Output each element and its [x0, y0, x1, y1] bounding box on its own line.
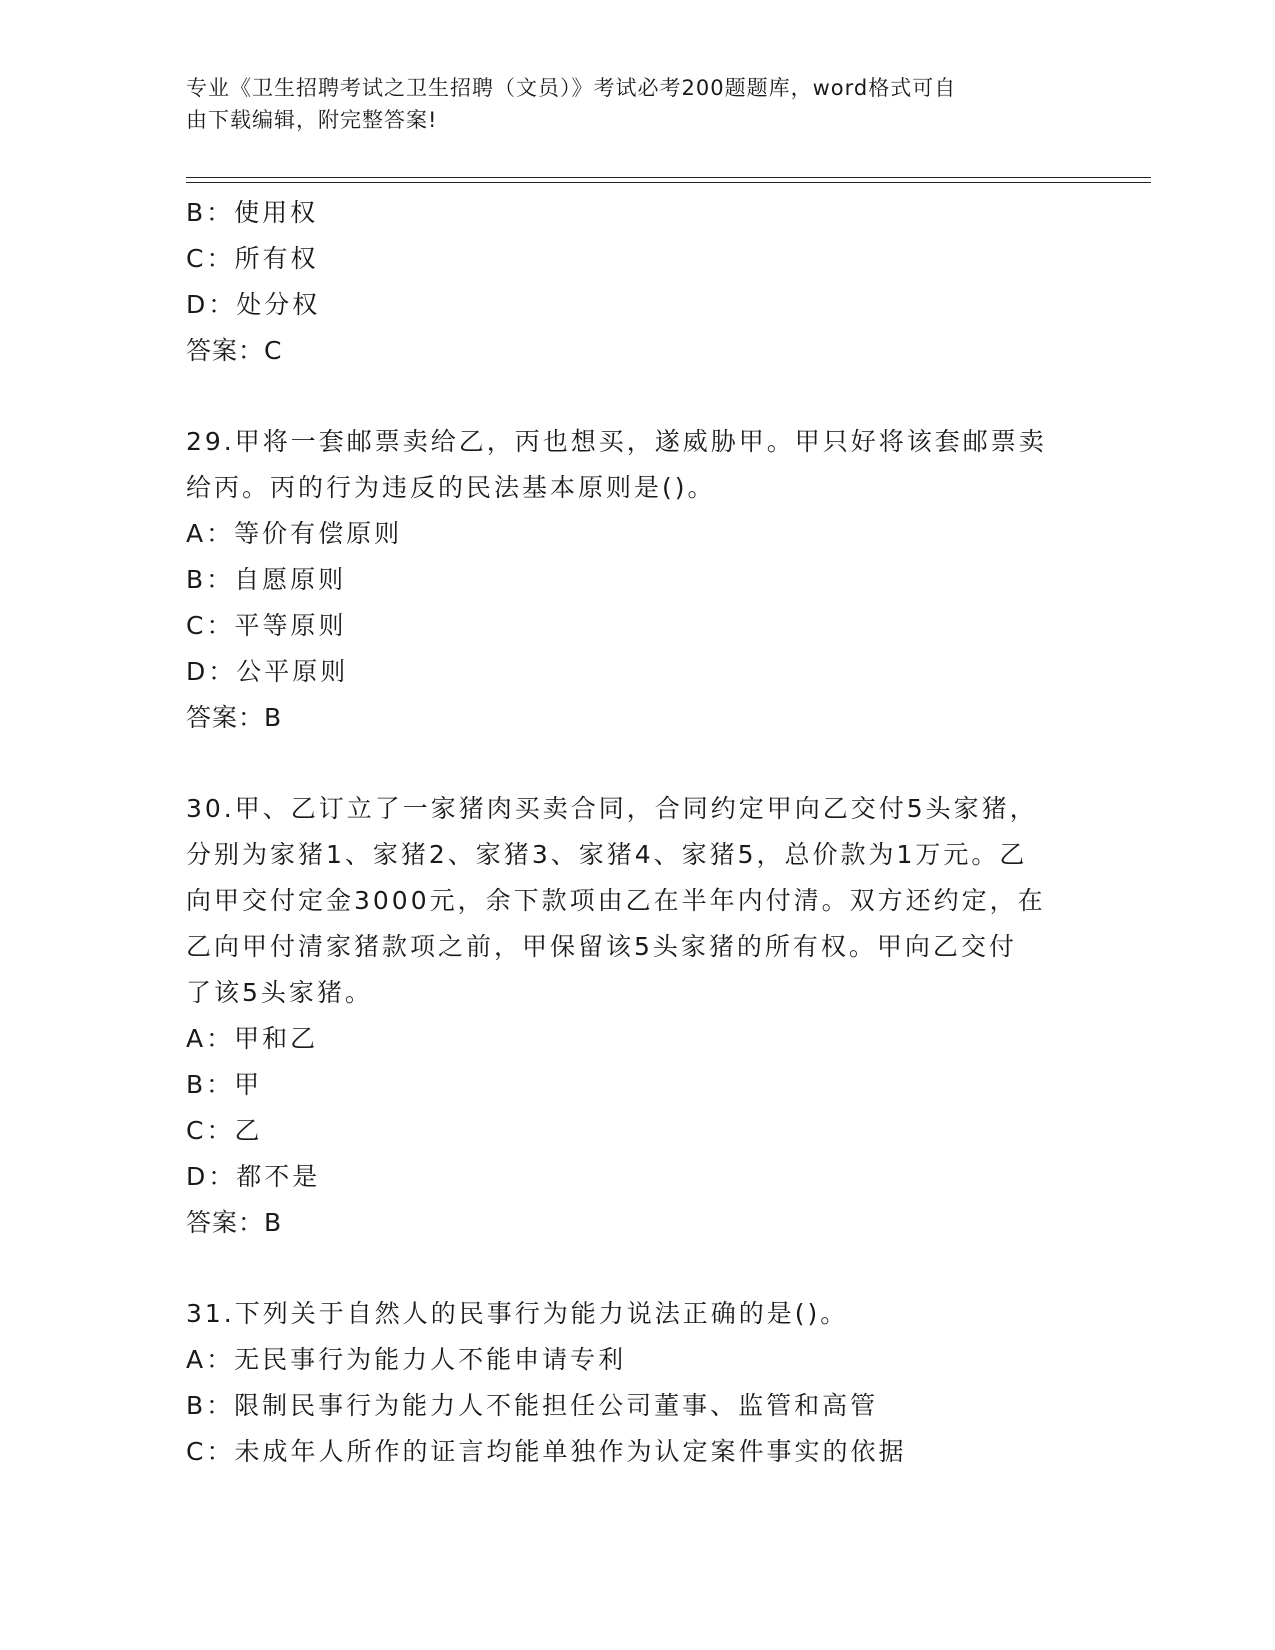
- question-text-line: 31.下列关于自然人的民事行为能力说法正确的是()。: [186, 1299, 849, 1328]
- question-text-line: 分别为家猪1、家猪2、家猪3、家猪4、家猪5，总价款为1万元。乙: [186, 840, 1028, 869]
- option-c: C：未成年人所作的证言均能单独作为认定案件事实的依据: [186, 1437, 907, 1466]
- option-d: D：都不是: [186, 1162, 321, 1191]
- header-line-1: 专业《卫生招聘考试之卫生招聘（文员）》考试必考200题题库，word格式可自: [186, 76, 957, 100]
- header-line-2: 由下载编辑，附完整答案!: [186, 108, 438, 132]
- answer: 答案：C: [186, 336, 283, 365]
- header-rule-top: [186, 177, 1151, 178]
- question-31: [186, 1291, 1086, 1475]
- option-b: B：限制民事行为能力人不能担任公司董事、监管和高管: [186, 1391, 879, 1420]
- question-text-line: 30.甲、乙订立了一家猪肉买卖合同，合同约定甲向乙交付5头家猪，: [186, 794, 1038, 823]
- question-text-line: 了该5头家猪。: [186, 978, 373, 1007]
- document-header: [186, 72, 1086, 136]
- question-30: [186, 786, 1086, 1246]
- option-b: B：甲: [186, 1070, 263, 1099]
- option-d: D：公平原则: [186, 657, 349, 686]
- question-text-line: 29.甲将一套邮票卖给乙，丙也想买，遂威胁甲。甲只好将该套邮票卖: [186, 427, 1047, 456]
- question-29: [186, 419, 1086, 741]
- question-text-line: 乙向甲付清家猪款项之前，甲保留该5头家猪的所有权。甲向乙交付: [186, 932, 1017, 961]
- option-d: D：处分权: [186, 290, 321, 319]
- document-body: [186, 190, 1086, 1475]
- option-a: A：甲和乙: [186, 1024, 319, 1053]
- answer: 答案：B: [186, 1208, 283, 1237]
- option-b: B：自愿原则: [186, 565, 347, 594]
- option-b: B：使用权: [186, 198, 319, 227]
- option-a: A：无民事行为能力人不能申请专利: [186, 1345, 627, 1374]
- option-c: C：所有权: [186, 244, 319, 273]
- question-text-line: 向甲交付定金3000元，余下款项由乙在半年内付清。双方还约定，在: [186, 886, 1046, 915]
- answer: 答案：B: [186, 703, 283, 732]
- option-c: C：平等原则: [186, 611, 347, 640]
- option-c: C：乙: [186, 1116, 263, 1145]
- question-text-line: 给丙。丙的行为违反的民法基本原则是()。: [186, 473, 716, 502]
- prev-question: [186, 190, 1086, 374]
- header-rule-bottom: [186, 182, 1151, 183]
- option-a: A：等价有偿原则: [186, 519, 403, 548]
